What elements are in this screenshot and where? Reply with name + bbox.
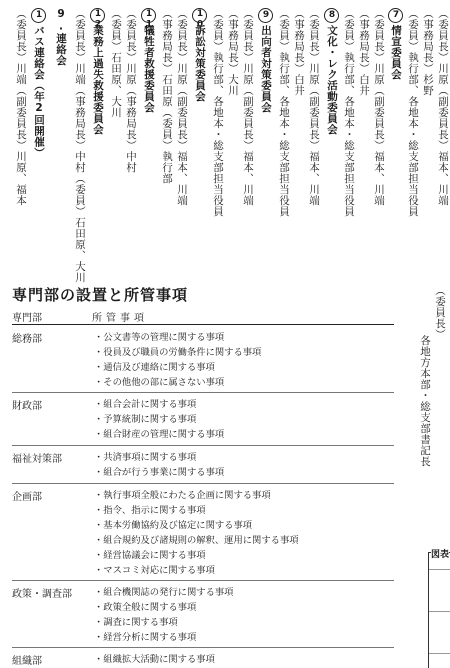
committee-line: （委員）石田原、大川 — [110, 8, 122, 118]
list-item: ・組合機関誌の発行に関する事項 — [94, 587, 234, 598]
side-text-line: 各地方本部・総支部書記長 — [419, 335, 431, 467]
committee-line: （委員長）川原（副委員長）福本、川端 — [176, 8, 188, 206]
list-item: ・指令、指示に関する事項 — [94, 505, 206, 516]
figure-box-fragment — [428, 552, 450, 668]
committee-line: （事務局長）杉野 — [422, 8, 434, 96]
committee-line: （委員長）川原（副委員長）福本、川端 — [242, 8, 254, 206]
table-row — [12, 484, 394, 581]
committee-line: （委員長）川端（事務局長）中村（委員）石田原、大川 — [74, 8, 86, 283]
number-badge: 11 — [141, 8, 156, 23]
number-badge: 12 — [90, 8, 105, 23]
list-item: ・組織拡大活動に関する事項 — [94, 654, 215, 665]
figure-label: 図表 — [431, 547, 449, 560]
section-title-liaison: 9.連絡会 — [55, 8, 67, 66]
matters-list — [94, 397, 224, 442]
matters-list — [94, 450, 224, 480]
committee-line: （事務局長）石田原（委員）執行部 — [161, 8, 173, 184]
matters-list — [94, 330, 261, 390]
committee-line: （事務局長）白井 — [358, 8, 370, 96]
list-item: ・公文書等の管理に関する事項 — [94, 332, 225, 343]
table-row — [12, 581, 394, 648]
list-item: ・共済事項に関する事項 — [94, 452, 197, 463]
list-item: ・通信及び連絡に関する事項 — [94, 362, 215, 373]
committee-line: （事務局長）白井 — [293, 8, 305, 96]
department-name: 政策・調査部 — [12, 589, 72, 600]
department-name: 福祉対策部 — [12, 454, 62, 465]
committee-title: 9出向者対策委員会 — [258, 8, 273, 273]
committee-title: 8文化・レク活動委員会 — [324, 8, 339, 273]
table-row — [12, 648, 394, 667]
list-item: ・役員及び職員の労働条件に関する事項 — [94, 347, 262, 358]
list-item: ・経営分析に関する事項 — [94, 632, 197, 643]
committee-line: （事務局長）大川 — [227, 8, 239, 96]
section-heading: 専門部の設置と所管事項 — [12, 286, 189, 304]
committee-line: （委員長）川原（副委員長）福本、川端 — [308, 8, 320, 206]
col-header-department: 専門部 — [12, 313, 42, 324]
committee-title: 1バス連絡会（年2回開催） — [31, 8, 46, 273]
committee-title: 7情宣委員会 — [388, 8, 403, 273]
committee-line: （委員長）川原（副委員長）福本、川端 — [373, 8, 385, 206]
list-item: ・政策全般に関する事項 — [94, 602, 197, 613]
committee-line: （委員長）川原（事務局長）中村 — [125, 8, 137, 173]
list-item: ・その他他の部に属さない事項 — [94, 377, 225, 388]
committee-line: （委員長）川端（副委員長）川原、福本 — [15, 8, 27, 206]
list-item: ・執行事項全般にわたる企画に関する事項 — [94, 490, 271, 501]
matters-list — [94, 652, 215, 667]
list-item: ・組合規約及び諸規則の解釈、運用に関する事項 — [94, 535, 299, 546]
committee-title: 11犠牲者救援委員会 — [143, 9, 155, 113]
list-item: ・調査に関する事項 — [94, 617, 178, 628]
committee-line: （委員）執行部、各地本・総支部担当役員 — [212, 8, 224, 217]
list-item: ・基本労働協約及び協定に関する事項 — [94, 520, 253, 531]
committee-title: 12業務上過失救援委員会 — [92, 9, 104, 135]
committee-line: （委員）執行部、各地本・総支部担当役員 — [407, 8, 419, 217]
list-item: ・経営協議会に関する事項 — [94, 550, 206, 561]
matters-list — [94, 488, 299, 578]
department-name: 総務部 — [12, 334, 42, 345]
table-header — [12, 309, 394, 325]
number-badge: 1 — [31, 8, 46, 23]
committee-title: 10訴訟対策委員会 — [194, 9, 206, 102]
list-item: ・組合が行う事業に関する事項 — [94, 467, 225, 478]
department-name: 企画部 — [12, 492, 42, 503]
list-item: ・組合財産の管理に関する事項 — [94, 429, 225, 440]
list-item: ・予算統制に関する事項 — [94, 414, 197, 425]
number-badge: 10 — [192, 8, 207, 23]
list-item: ・組合会計に関する事項 — [94, 399, 197, 410]
department-name: 財政部 — [12, 401, 42, 412]
table-row — [12, 393, 394, 446]
number-badge: 7 — [388, 8, 403, 23]
committee-line: （委員）執行部、各地本・総支部担当役員 — [278, 8, 290, 217]
table-row — [12, 446, 394, 484]
committee-list-vertical — [6, 8, 450, 283]
department-name: 組織部 — [12, 656, 42, 667]
side-text-line: （委員長） — [434, 285, 446, 340]
matters-list — [94, 585, 233, 645]
committee-line: （委員）執行部、各地本・総支部担当役員 — [343, 8, 355, 217]
number-badge: 9 — [258, 8, 273, 23]
number-badge: 8 — [324, 8, 339, 23]
list-item: ・マスコミ対応に関する事項 — [94, 565, 215, 576]
col-header-matters: 所管事項 — [92, 313, 148, 324]
table-row — [12, 326, 394, 393]
committee-line: （委員長）川原（副委員長）福本、川端 — [437, 8, 449, 206]
